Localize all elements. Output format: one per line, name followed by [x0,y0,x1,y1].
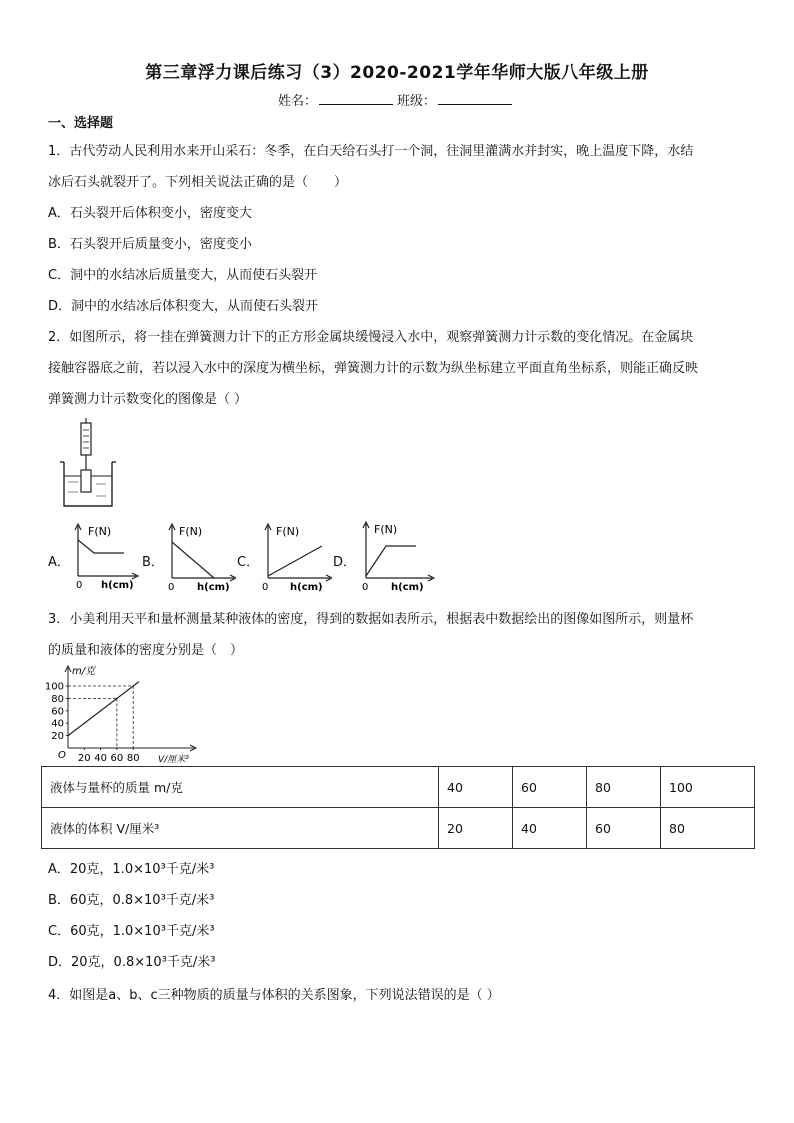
class-label: 班级： [397,94,437,109]
spring-scale-beaker-figure [50,418,122,510]
q2-graph-b-xlabel: h(cm) [197,582,230,592]
origin-label: O [58,750,66,761]
x-tick-label: 20 [77,753,91,764]
q1-option-b: B．石头裂开后质量变小，密度变小 [48,237,252,252]
y-tick-label: 60 [51,706,64,718]
q1-text-line1: 1．古代劳动人民利用水来开山采石：冬季，在白天给石头打一个洞，往洞里灌满水并封实，晚上温度下降，水结 [48,144,694,159]
data-point [100,710,101,711]
x-tick-label: 80 [126,753,140,764]
q2-graph-a-ylabel: F(N) [88,525,112,538]
q2-graph-a [68,520,140,592]
section-heading: 一、选择题 [48,116,114,131]
q2-graph-d-origin: 0 [362,582,369,593]
q2-choice-a-label: A． [48,555,70,570]
data-point [84,723,85,724]
q1-text-line2: 冰后石头就裂开了。下列相关说法正确的是（ ） [48,175,348,190]
y-tick-label: 100 [44,681,64,693]
q2-graph-d [358,518,436,594]
table-cell: 60 [587,808,661,849]
q2-choice-c-label: C． [237,555,260,570]
y-tick-label: 40 [51,718,64,730]
q3-data-table [41,766,755,849]
q2-graph-b-ylabel: F(N) [179,525,203,538]
y-tick-label: 20 [51,731,64,743]
data-point [67,735,68,736]
table-row-label: 液体的体积 V/厘米³ [42,808,439,849]
page-title: 第三章浮力课后练习（3）2020-2021学年华师大版八年级上册 [145,63,649,83]
q2-text-line3: 弹簧测力计示数变化的图像是（ ） [48,392,248,407]
q2-graph-c-ylabel: F(N) [276,525,300,538]
q2-graph-b [164,520,236,592]
x-tick-label: 60 [110,753,124,764]
class-blank[interactable] [438,93,512,105]
x-tick-label: 40 [94,753,107,764]
q2-choice-d-label: D． [333,555,357,570]
data-point [133,685,134,686]
q1-option-d: D．洞中的水结冰后体积变大，从而使石头裂开 [48,299,319,314]
data-point [116,698,117,699]
table-row [42,808,755,849]
data-line [68,682,139,736]
table-cell: 20 [439,808,513,849]
table-cell: 40 [439,767,513,808]
q3-text-line2: 的质量和液体的密度分别是（ ） [48,643,244,658]
q2-choice-b-label: B． [142,555,164,570]
q2-text-line1: 2．如图所示，将一挂在弹簧测力计下的正方形金属块缓慢浸入水中，观察弹簧测力计示数的变化情况。在金属块 [48,330,694,345]
q2-graph-c [260,520,332,592]
q3-option-c: C．60克，1.0×10³千克/米³ [48,924,215,939]
table-cell: 100 [661,767,755,808]
table-cell: 60 [513,767,587,808]
name-label: 姓名： [277,94,317,109]
q4-text-line1: 4．如图是a、b、c三种物质的质量与体积的关系图象，下列说法错误的是（ ） [48,988,500,1003]
x-axis-label: V/厘米³ [158,755,189,765]
q2-graph-d-ylabel: F(N) [374,523,398,536]
table-row-label: 液体与量杯的质量 m/克 [42,767,439,808]
q2-text-line2: 接触容器底之前，若以浸入水中的深度为横坐标，弹簧测力计的示数为纵坐标建立平面直角坐标系，则能正确反映 [48,361,699,376]
q2-graph-c-xlabel: h(cm) [290,582,323,592]
table-row [42,767,755,808]
q2-graph-a-origin: 0 [76,580,83,591]
table-cell: 40 [513,808,587,849]
q2-graph-d-xlabel: h(cm) [391,582,424,593]
name-blank[interactable] [319,93,393,105]
table-cell: 80 [661,808,755,849]
table-cell: 80 [587,767,661,808]
q1-option-a: A．石头裂开后体积变小，密度变大 [48,206,252,221]
student-info-line [0,90,794,109]
q3-mass-volume-graph [44,664,214,766]
q1-option-c: C．洞中的水结冰后质量变大，从而使石头裂开 [48,268,318,283]
q3-text-line1: 3．小美利用天平和量杯测量某种液体的密度，得到的数据如表所示，根据表中数据绘出的图像如图所示，则量杯 [48,612,694,627]
y-tick-label: 80 [51,693,64,705]
y-axis-label: m/克 [72,666,96,677]
q3-option-a: A．20克，1.0×10³千克/米³ [48,862,215,877]
q2-graph-a-xlabel: h(cm) [101,580,134,591]
q2-graph-b-origin: 0 [168,582,175,592]
q3-option-d: D．20克，0.8×10³千克/米³ [48,955,216,970]
q2-graph-c-origin: 0 [262,582,269,592]
q3-option-b: B．60克，0.8×10³千克/米³ [48,893,215,908]
